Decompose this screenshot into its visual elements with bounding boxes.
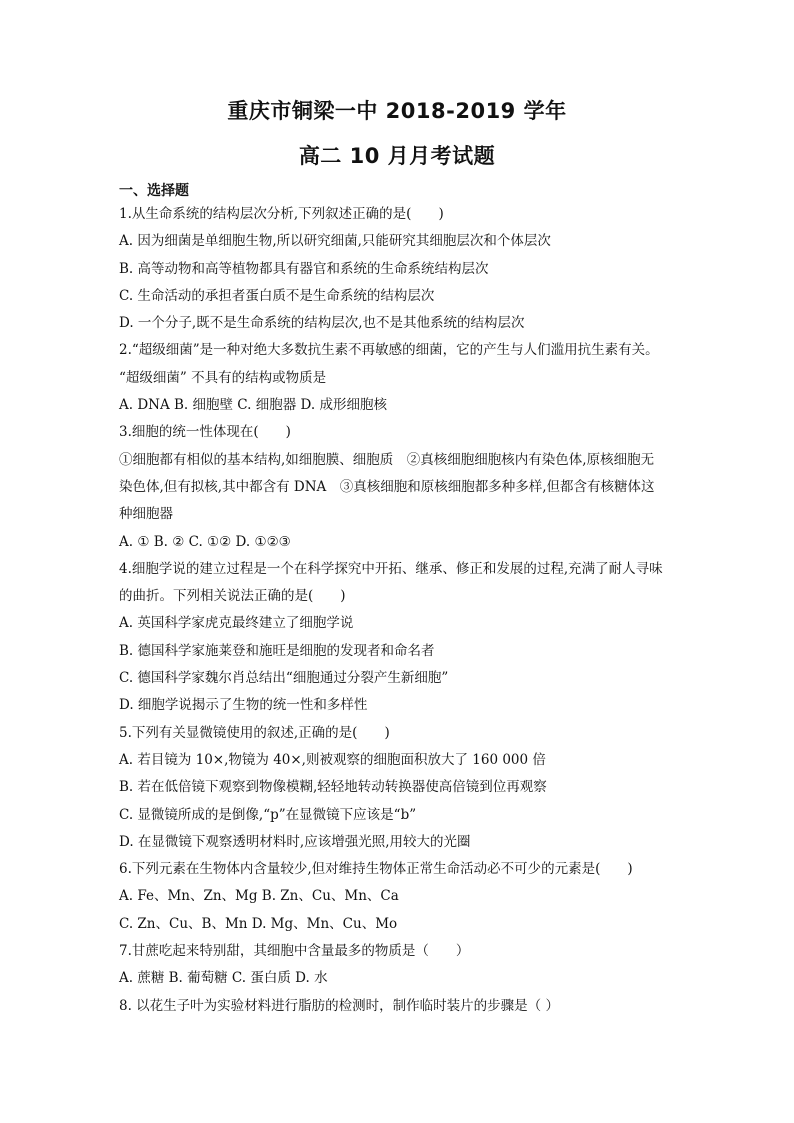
question-5-option-a: A. 若目镜为 10×,物镜为 40×,则被观察的细胞面积放大了 160 000 倍 <box>119 751 546 768</box>
question-body <box>119 204 679 1023</box>
exam-title-subject: 高二 10 月月考试题 <box>298 144 496 168</box>
question-1-option-b: B. 高等动物和高等植物都具有器官和系统的生命系统结构层次 <box>119 260 489 277</box>
question-4-option-d: D. 细胞学说揭示了生物的统一性和多样性 <box>119 697 368 714</box>
question-1-option-d: D. 一个分子,既不是生命系统的结构层次,也不是其他系统的结构层次 <box>119 315 525 332</box>
question-1-option-a: A. 因为细菌是单细胞生物,所以研究细菌,只能研究其细胞层次和个体层次 <box>119 233 551 250</box>
question-4-option-b: B. 德国科学家施莱登和施旺是细胞的发现者和命名者 <box>119 642 435 659</box>
exam-title-school: 重庆市铜梁一中 2018-2019 学年 <box>227 99 567 123</box>
question-3-statements: ①细胞都有相似的基本结构,如细胞膜、细胞质 ②真核细胞细胞核内有染色体,原核细胞无 <box>119 451 655 468</box>
question-4-option-c: C. 德国科学家魏尔肖总结出“细胞通过分裂产生新细胞” <box>119 670 449 687</box>
question-3-statements-end: 种细胞器 <box>119 506 173 523</box>
section-heading: 一、选择题 <box>119 183 189 199</box>
question-2-options: A. DNA B. 细胞壁 C. 细胞器 D. 成形细胞核 <box>119 397 387 414</box>
question-7-stem: 7.甘蔗吃起来特别甜，其细胞中含量最多的物质是（ ） <box>119 943 470 960</box>
question-1-stem: 1.从生命系统的结构层次分析,下列叙述正确的是( ) <box>119 206 444 222</box>
question-6-options-ab: A. Fe、Mn、Zn、Mg B. Zn、Cu、Mn、Ca <box>119 888 399 905</box>
question-3-options: A. ① B. ② C. ①② D. ①②③ <box>119 533 291 550</box>
question-5-option-c: C. 显微镜所成的是倒像,“p”在显微镜下应该是“b” <box>119 806 417 823</box>
question-6-stem: 6.下列元素在生物体内含量较少,但对维持生物体正常生命活动必不可少的元素是( ) <box>119 861 633 878</box>
question-1-option-c: C. 生命活动的承担者蛋白质不是生命系统的结构层次 <box>119 287 435 304</box>
question-3-stem: 3.细胞的统一性体现在( ) <box>119 424 291 441</box>
question-5-option-d: D. 在显微镜下观察透明材料时,应该增强光照,用较大的光圈 <box>119 833 471 850</box>
question-5-stem: 5.下列有关显微镜使用的叙述,正确的是( ) <box>119 724 390 741</box>
question-4-option-a: A. 英国科学家虎克最终建立了细胞学说 <box>119 615 354 632</box>
question-3-statements-cont: 染色体,但有拟核,其中都含有 DNA ③真核细胞和原核细胞都多种多样,但都含有核糖体这 <box>119 478 655 495</box>
question-4-stem: 4.细胞学说的建立过程是一个在科学探究中开拓、继承、修正和发展的过程,充满了耐人寻味 <box>119 560 663 577</box>
question-7-options: A. 蔗糖 B. 葡萄糖 C. 蛋白质 D. 水 <box>119 970 328 987</box>
question-4-stem-cont: 的曲折。下列相关说法正确的是( ) <box>119 588 346 605</box>
question-2-stem: 2.“超级细菌”是一种对绝大多数抗生素不再敏感的细菌，它的产生与人们滥用抗生素有关。 <box>119 342 659 359</box>
question-8-stem: 8. 以花生子叶为实验材料进行脂肪的检测时，制作临时装片的步骤是（ ） <box>119 997 559 1014</box>
question-6-options-cd: C. Zn、Cu、B、Mn D. Mg、Mn、Cu、Mo <box>119 915 398 932</box>
question-2-stem-cont: “超级细菌” 不具有的结构或物质是 <box>119 369 327 386</box>
question-5-option-b: B. 若在低倍镜下观察到物像模糊,轻轻地转动转换器使高倍镜到位再观察 <box>119 779 547 796</box>
